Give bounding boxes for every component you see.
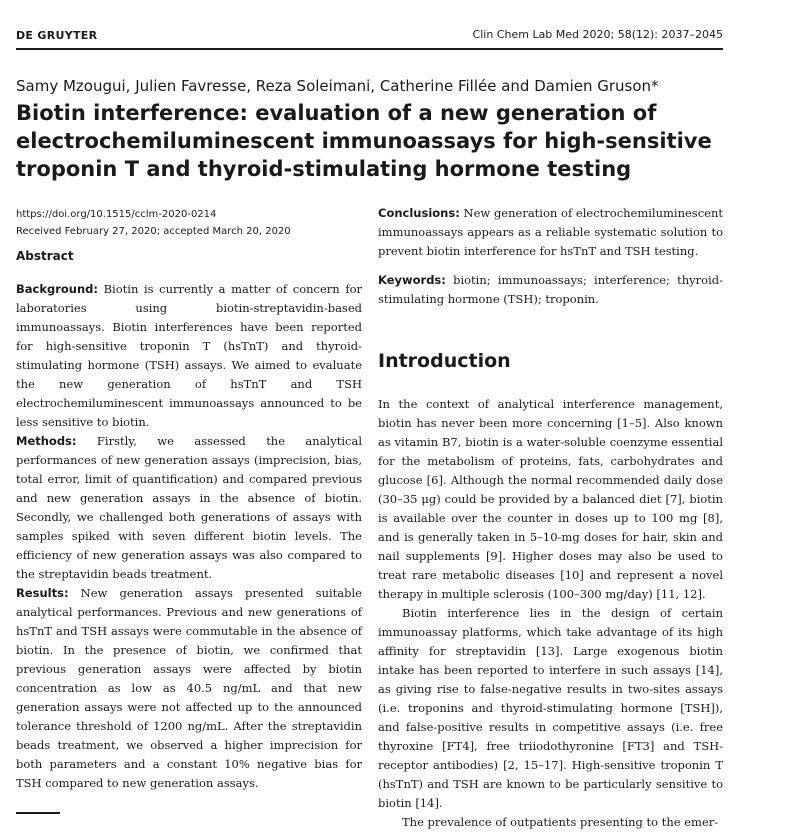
methods-label: Methods:: [16, 434, 77, 448]
abstract-background: [16, 280, 362, 432]
abstract-methods: [16, 432, 362, 584]
conclusions-text: New generation of electrochemiluminescent immunoassays appears as a reliable systematic solution to prevent biotin interference for hsTnT and TSH testing.: [378, 206, 723, 258]
intro-paragraph-2: Biotin interference lies in the design of certain immunoassay platforms, which take advantage of its high affinity for streptavidin [13]. Large exogenous biotin intake has been reported to interfere in such assays [14], as giving rise to false-negative results in two-sites assays (i.e. troponins and thyroid-stimulating hormone [TSH]), and false-positive results in competitive assays (i.e. free thyroxine [FT4], free triiodothyronine [FT3] and TSH-receptor antibodies) [2, 15–17]. High-sensitive troponin T (hsTnT) and TSH are known to be particularly sensitive to biotin [14].: [378, 606, 723, 810]
author-list: Samy Mzougui, Julien Favresse, Reza Soleimani, Catherine Fillée and Damien Gruson*: [16, 77, 659, 95]
publisher-name: DE GRUYTER: [16, 29, 98, 42]
header-divider: [16, 48, 723, 50]
footnote-divider: [16, 812, 60, 814]
right-column-top: [378, 204, 723, 309]
intro-paragraph-1: In the context of analytical interference management, biotin has never been more concerning [1–5]. Also known as vitamin B7, biotin is a water-soluble coenzyme essential for the metabolism of proteins, fats, carbohydrates and glucose [6]. Although the normal recommended daily dose (30–35 μg) could be provided by a balanced diet [7], biotin is available over the counter in doses up to 100 mg [8], and is generally taken in 5–10-mg doses for hair, skin and nail supplements [9]. Higher doses may also be used to treat rare metabolic diseases [10] and represent a novel therapy in multiple sclerosis (100–300 mg/day) [11, 12].: [378, 397, 723, 601]
introduction-body: [378, 395, 723, 832]
background-text: Biotin is currently a matter of concern for laboratories using biotin-streptavidin-based immunoassays. Biotin interferences have been reported for high-sensitive troponin T (hsTnT) and thyroid-stimulating hormone (TSH) assays. We aimed to evaluate the new generation of hsTnT and TSH electrochemiluminescent immunoassays announced to be less sensitive to biotin.: [16, 282, 362, 429]
keywords-text: biotin; immunoassays; interference; thyroid-stimulating hormone (TSH); troponin.: [378, 273, 723, 306]
keywords-label: Keywords:: [378, 273, 446, 287]
journal-citation: Clin Chem Lab Med 2020; 58(12): 2037–2045: [472, 28, 723, 41]
introduction-heading: Introduction: [378, 350, 511, 372]
spacer: [378, 261, 723, 271]
abstract-left-column: [16, 280, 362, 793]
received-dates: Received February 27, 2020; accepted March 20, 2020: [16, 226, 291, 237]
doi-link[interactable]: https://doi.org/10.1515/cclm-2020-0214: [16, 209, 217, 220]
keywords: [378, 271, 723, 309]
intro-paragraph-3: The prevalence of outpatients presenting to the emer-: [402, 815, 719, 829]
methods-text: Firstly, we assessed the analytical performances of new generation assays (imprecision, bias, total error, limit of quantification) and compared previous and new generation assays in the absence of biotin. Secondly, we challenged both generations of assays with samples spiked with seven different biotin levels. The efficiency of new generation assays was also compared to the streptavidin beads treatment.: [16, 434, 362, 581]
abstract-heading: Abstract: [16, 249, 74, 263]
article-title: Biotin interference: evaluation of a new generation of electrochemiluminescent immunoassays for high-sensitive troponin T and thyroid-stimulating hormone testing: [16, 101, 712, 181]
background-label: Background:: [16, 282, 98, 296]
conclusions-label: Conclusions:: [378, 206, 460, 220]
article-meta: [16, 206, 291, 240]
abstract-conclusions: [378, 204, 723, 261]
abstract-results: [16, 584, 362, 793]
results-text: New generation assays presented suitable analytical performances. Previous and new generations of hsTnT and TSH assays were commutable in the absence of biotin. In the presence of biotin, we confirmed that previous generation assays were affected by biotin concentration as low as 40.5 ng/mL and that new generation assays were not affected up to the announced tolerance threshold of 1200 ng/mL. After the streptavidin beads treatment, we observed a higher imprecision for both parameters and a constant 10% negative bias for TSH compared to new generation assays.: [16, 586, 362, 790]
results-label: Results:: [16, 586, 69, 600]
